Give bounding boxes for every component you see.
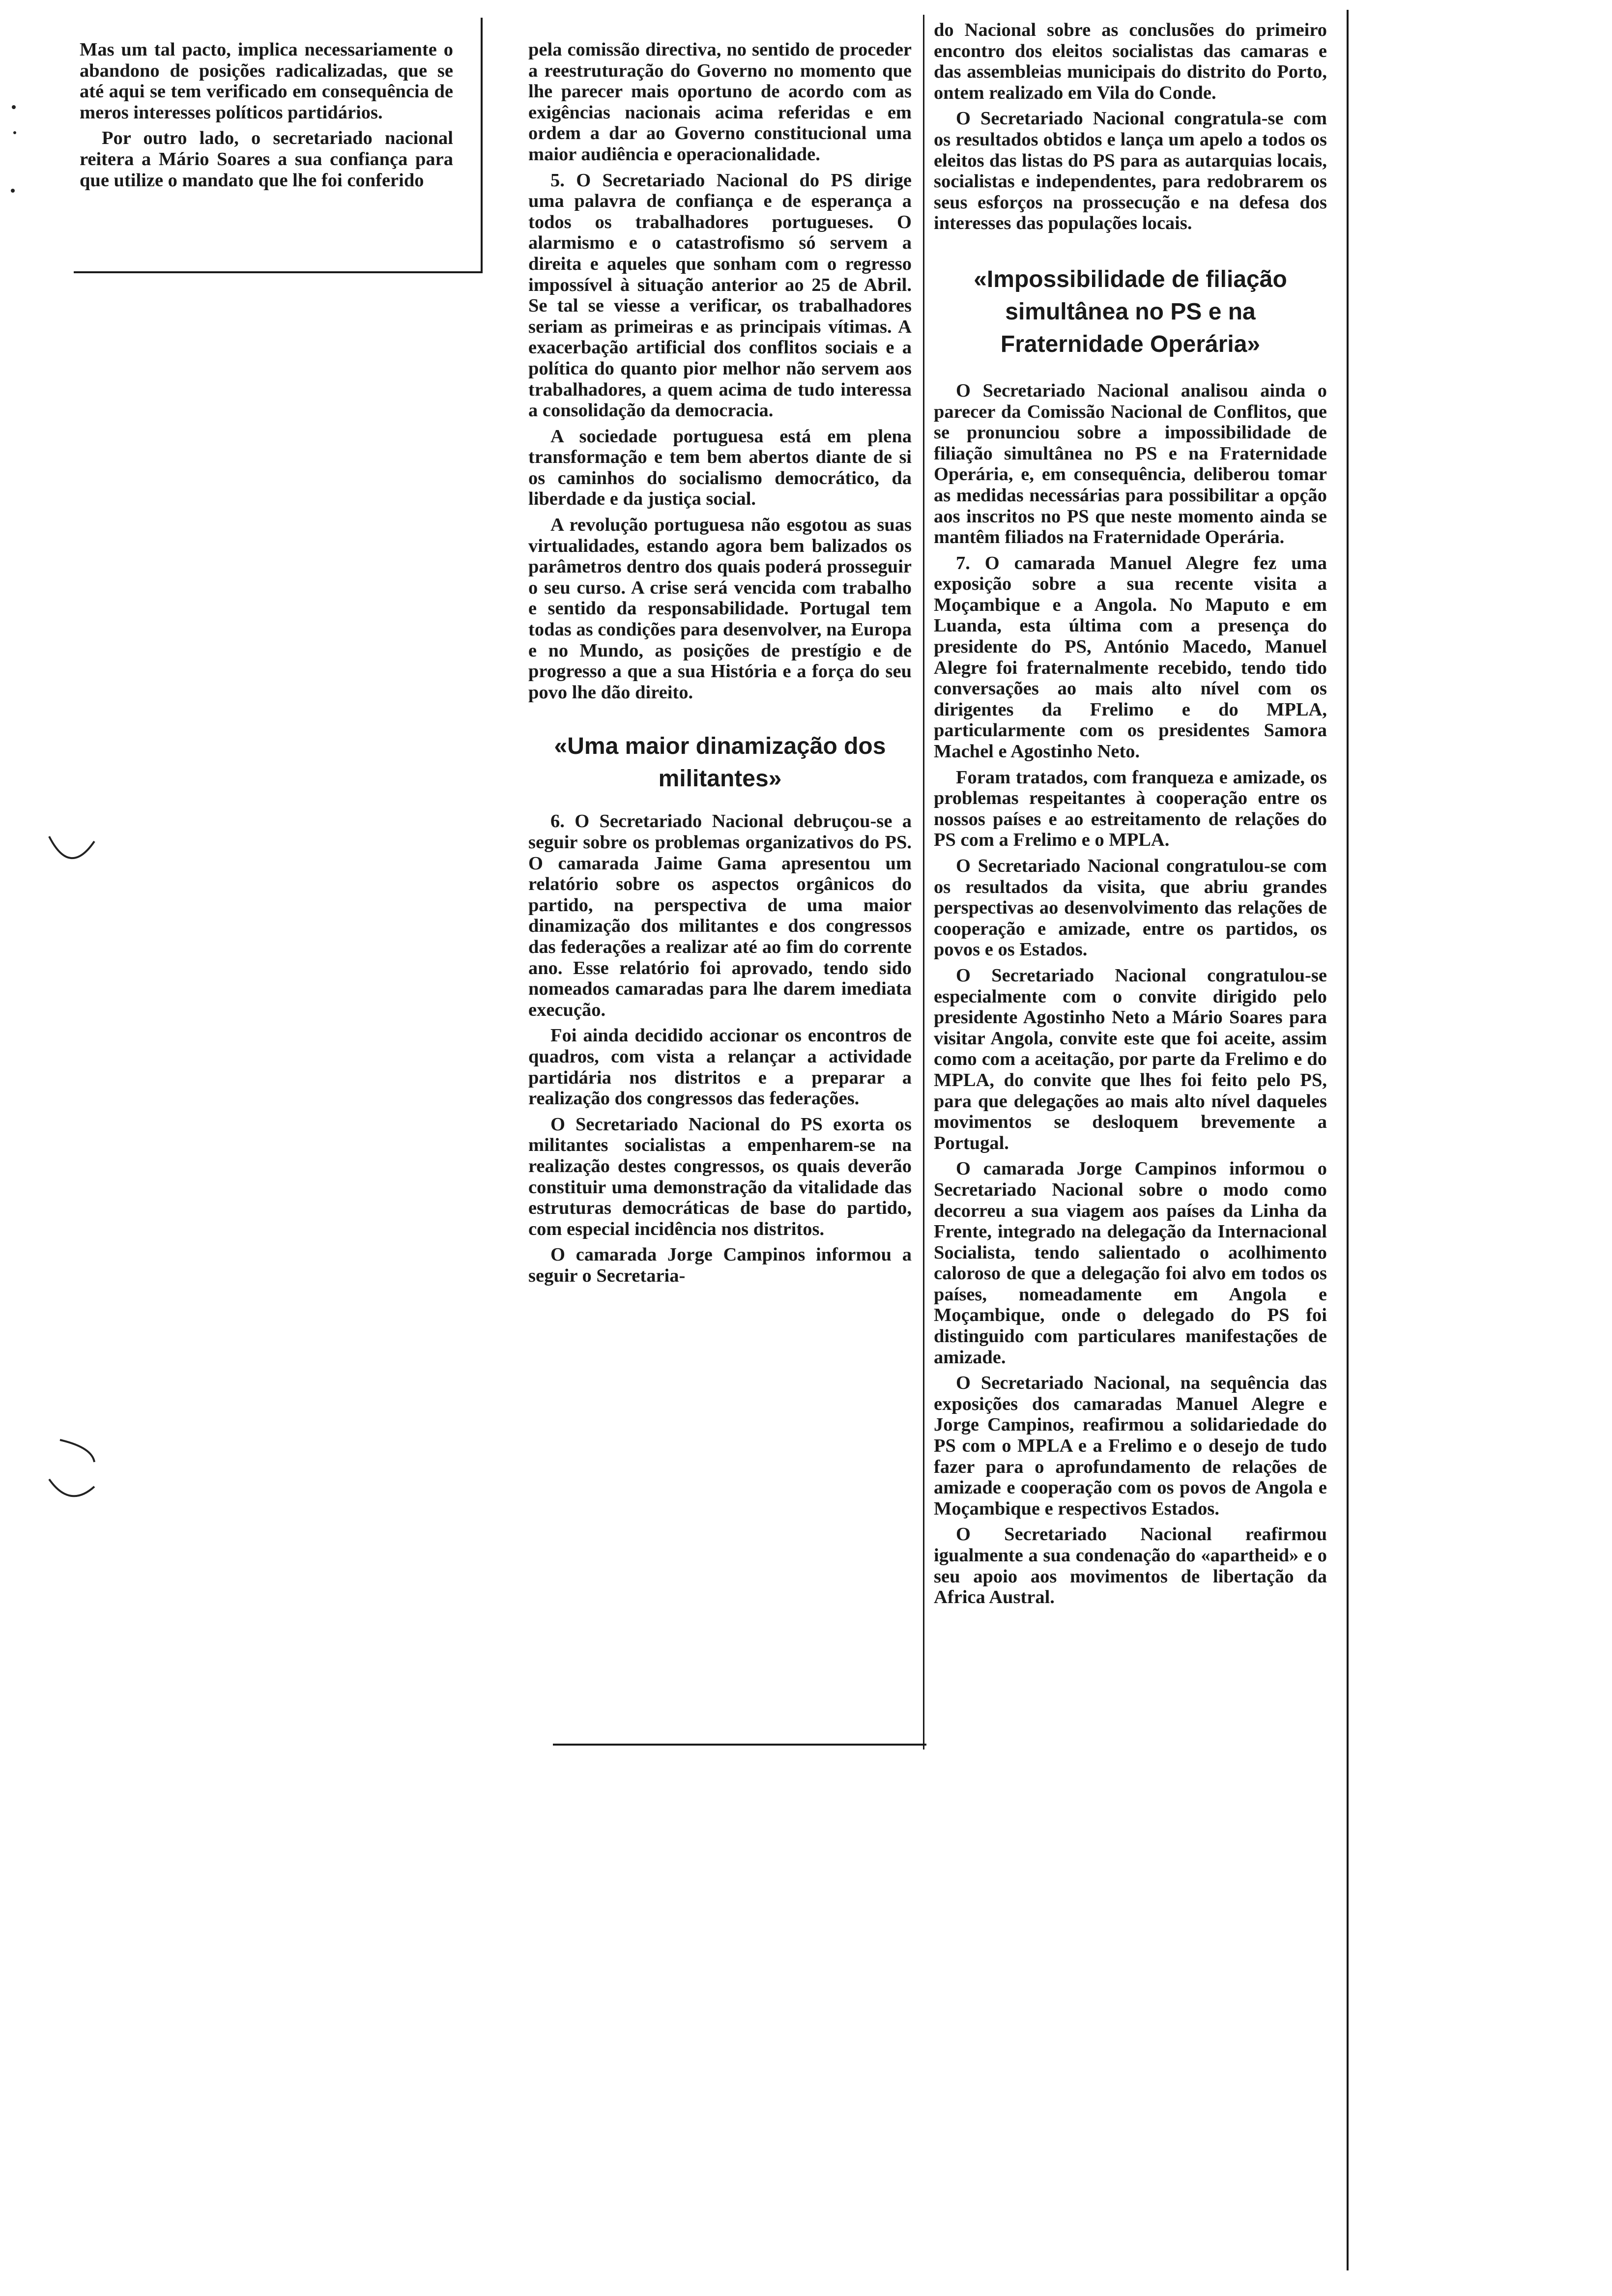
binder-hole-mark-lower bbox=[45, 1435, 99, 1514]
paragraph: 7. O camarada Manuel Alegre fez uma exposição sobre a sua recente visita a Moçambique e a Angola. No Maputo e em Luanda, esta última com a presença do presidente do PS, António Macedo, Manuel Alegre foi fraternalmente recebido, tendo tido conversações ao mais alto nível com os dirigentes da Frelimo e do MPLA, particularmente com os presidentes Samora Machel e Agostinho Neto. bbox=[934, 552, 1327, 762]
paragraph: do Nacional sobre as conclusões do primeiro encontro dos eleitos socialistas das camaras e das assembleias municipais do distrito do Porto, ontem realizado em Vila do Conde. bbox=[934, 20, 1327, 103]
paragraph: A sociedade portuguesa está em plena transformação e tem bem abertos diante de si os caminhos do socialismo democrático, da liberdade e da justiça social. bbox=[528, 426, 912, 510]
paragraph: Foi ainda decidido accionar os encontros de quadros, com vista a relançar a actividade partidária nos distritos e a preparar a realização dos congressos das federações. bbox=[528, 1025, 912, 1109]
paragraph: O Secretariado Nacional congratulou-se com os resultados da visita, que abriu grandes perspectivas ao desenvolvimento das relações de cooperação e amizade, entre os partidos, os povos e os Estados. bbox=[934, 856, 1327, 960]
paragraph: O Secretariado Nacional do PS exorta os militantes socialistas a empenharem-se na realização destes congressos, os quais deverão constituir uma demonstração da vitalidade das estruturas democráticas de base do partido, com especial incidência nos distritos. bbox=[528, 1114, 912, 1239]
column-1-right-rule bbox=[481, 18, 483, 273]
paragraph: Foram tratados, com franqueza e amizade, os problemas respeitantes à cooperação entre os nossos países e ao estreitamento de relações do PS com a Frelimo e o MPLA. bbox=[934, 767, 1327, 851]
column-3 bbox=[934, 20, 1327, 1608]
section-heading: «Impossibilidade de filiação simultânea no PS e na Fraternidade Operária» bbox=[974, 266, 1287, 357]
paragraph: O camarada Jorge Campinos informou o Secretariado Nacional sobre o modo como decorreu a sua viagem aos países da Linha da Frente, integrado na delegação da Internacional Socialista, tendo salientado o acolhimento caloroso de que a delegação foi alvo em todos os países, nomeadamente em Angola e Moçambique, onde o delegado do PS foi distinguido com particulares manifestações de amizade. bbox=[934, 1158, 1327, 1368]
paragraph: Mas um tal pacto, implica necessariamente o abandono de posições radicalizadas, que se até aqui se tem verificado em consequência de meros interesses políticos partidários. bbox=[80, 39, 453, 123]
paragraph: 5. O Secretariado Nacional do PS dirige uma palavra de confiança e de esperança a todos os trabalhadores portugueses. O alarmismo e o catastrofismo só servem a direita e aqueles que sonham com o regresso impossível à situação anterior ao 25 de Abril. Se tal se viesse a verificar, os trabalhadores seriam as primeiras e as principais vítimas. A exacerbação artificial dos conflitos sociais e a política do quanto pior melhor não servem aos trabalhadores, a quem acima de tudo interessa a consolidação da democracia. bbox=[528, 170, 912, 421]
paragraph: O Secretariado Nacional, na sequência das exposições dos camaradas Manuel Alegre e Jorge Campinos, reafirmou a solidariedade do PS com o MPLA e a Frelimo e o desejo de tudo fazer para o aprofundamento de relações de amizade e cooperação com os povos de Angola e Moçambique e respectivos Estados. bbox=[934, 1373, 1327, 1519]
paragraph: O Secretariado Nacional reafirmou igualmente a sua condenação do «apartheid» e o seu apoio aos movimentos de libertação da Africa Austral. bbox=[934, 1524, 1327, 1608]
paragraph: A revolução portuguesa não esgotou as suas virtualidades, estando agora bem balizados os parâmetros dentro dos quais poderá prosseguir o seu curso. A crise será vencida com trabalho e sentido da responsabilidade. Portugal tem todas as condições para desenvolver, na Europa e no Mundo, as posições de prestígio e de progresso a que a sua História e a força do seu povo lhe dão direito. bbox=[528, 515, 912, 703]
margin-specks bbox=[5, 98, 25, 206]
column-2-bottom-rule bbox=[553, 1744, 926, 1746]
column-2 bbox=[528, 39, 912, 1286]
paragraph: Por outro lado, o secretariado nacional reitera a Mário Soares a sua confiança para que utilize o mandato que lhe foi conferido bbox=[80, 128, 453, 191]
column-1-bottom-rule bbox=[74, 271, 483, 273]
column-1 bbox=[80, 39, 453, 191]
paragraph: O camarada Jorge Campinos informou a seguir o Secretaria- bbox=[528, 1244, 912, 1286]
column-2-right-rule bbox=[923, 15, 924, 1750]
paragraph: 6. O Secretariado Nacional debruçou-se a seguir sobre os problemas organizativos do PS. O camarada Jaime Gama apresentou um relatório sobre os aspectos orgânicos do partido, na perspectiva de uma maior dinamização dos militantes e dos congressos das federações a realizar até ao fim do corrente ano. Esse relatório foi aprovado, tendo sido nomeados camaradas para lhe darem imediata execução. bbox=[528, 811, 912, 1020]
paragraph: O Secretariado Nacional analisou ainda o parecer da Comissão Nacional de Conflitos, que se pronunciou sobre a impossibilidade de filiação simultânea no PS e na Fraternidade Operária, e, em consequência, deliberou tomar as medidas necessárias para possibilitar a opção aos inscritos no PS que neste momento ainda se mantêm filiados na Fraternidade Operária. bbox=[934, 380, 1327, 548]
column-3-right-rule bbox=[1347, 10, 1349, 2270]
section-heading: «Uma maior dinamização dos militantes» bbox=[554, 733, 886, 792]
paragraph: O Secretariado Nacional congratulou-se especialmente com o convite dirigido pelo presidente Agostinho Neto a Mário Soares para visitar Angola, convite este que foi aceite, assim como com a aceitação, por parte da Frelimo e do MPLA, do convite que lhes foi feito pelo PS, para que delegações ao mais alto nível daqueles movimentos se desloquem brevemente a Portugal. bbox=[934, 965, 1327, 1153]
paragraph: pela comissão directiva, no sentido de proceder a reestruturação do Governo no momento que lhe parecer mais oportuno de acordo com as exigências nacionais acima referidas e em ordem a dar ao Governo constitucional uma maior audiência e operacionalidade. bbox=[528, 39, 912, 165]
binder-hole-mark-upper bbox=[45, 831, 99, 875]
paragraph: O Secretariado Nacional congratula-se com os resultados obtidos e lança um apelo a todos os eleitos das listas do PS para as autarquias locais, socialistas e independentes, para redobrarem os seus esforços na prossecução e na defesa dos interesses das populações locais. bbox=[934, 108, 1327, 234]
